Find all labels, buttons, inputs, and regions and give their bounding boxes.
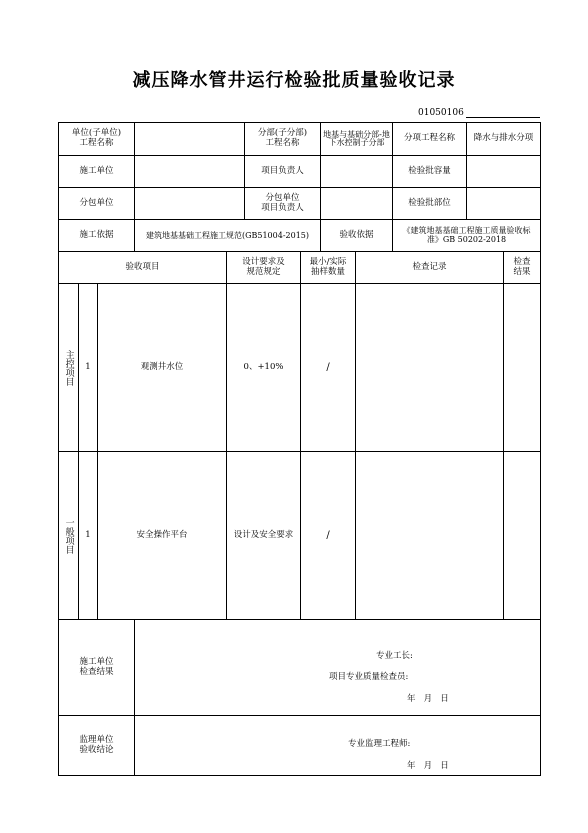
item-name-label: 分项工程名称 xyxy=(403,133,455,144)
unit-name-value[interactable] xyxy=(135,123,244,155)
construction-check-label: 施工单位 检查结果 xyxy=(79,656,114,677)
inspection-item: 安全操作平台 xyxy=(136,529,188,540)
unit-name-label: 单位(子单位) 工程名称 xyxy=(71,128,122,148)
form-code: 01050106 xyxy=(418,108,464,118)
constructor-label: 施工单位 xyxy=(79,165,114,176)
acceptance-basis-value: 《建筑地基基础工程施工质量验收标准》GB 50202-2018 xyxy=(402,225,531,244)
inspection-result[interactable] xyxy=(504,452,540,619)
project-manager-value[interactable] xyxy=(321,156,392,187)
row-number: 1 xyxy=(85,361,91,372)
sub-pm-value[interactable] xyxy=(321,188,392,219)
basis-label: 施工依据 xyxy=(79,229,114,240)
design-requirement: 设计及安全要求 xyxy=(233,529,294,540)
subdivision-label: 分部(子分部) 工程名称 xyxy=(257,128,308,148)
capacity-value[interactable] xyxy=(467,156,540,187)
group-main-control: 主控项目 xyxy=(63,349,74,386)
inspection-record[interactable] xyxy=(356,452,503,619)
subdivision-value[interactable]: 地基与基础分部-地下水控制子分部 xyxy=(323,129,390,147)
subcontractor-value[interactable] xyxy=(135,188,244,219)
supervision-engineer-signature[interactable]: 专业监理工程师: xyxy=(348,739,411,749)
col-header-item: 验收项目 xyxy=(125,261,160,272)
sub-pm-label: 分包单位 项目负责人 xyxy=(261,192,304,213)
inspection-item: 观测井水位 xyxy=(140,361,184,372)
grid-line xyxy=(134,619,135,775)
foreman-signature[interactable]: 专业工长: xyxy=(376,651,413,661)
location-value[interactable] xyxy=(467,188,540,219)
acceptance-basis-label: 验收依据 xyxy=(339,229,374,240)
item-name-value[interactable]: 降水与排水分项 xyxy=(473,133,534,144)
inspection-result[interactable] xyxy=(504,284,540,451)
basis-value: 建筑地基基础工程施工规范(GB51004-2015) xyxy=(145,230,310,240)
quality-inspector-signature[interactable]: 项目专业质量检查员: xyxy=(329,672,409,682)
construction-date[interactable]: 年 月 日 xyxy=(407,694,449,704)
form-code-underline xyxy=(466,117,540,118)
design-requirement: 0、+10% xyxy=(243,361,284,372)
group-general: 一般项目 xyxy=(63,517,74,554)
table-border-bottom xyxy=(58,775,541,776)
col-header-record: 检查记录 xyxy=(412,261,447,272)
supervision-date[interactable]: 年 月 日 xyxy=(407,761,449,771)
inspection-record[interactable] xyxy=(356,284,503,451)
row-number: 1 xyxy=(85,529,91,540)
col-header-result: 检查 结果 xyxy=(513,256,531,277)
supervision-check-label: 监理单位 验收结论 xyxy=(79,734,114,755)
col-header-design: 设计要求及 规范规定 xyxy=(242,256,285,277)
location-label: 检验批部位 xyxy=(408,197,451,208)
sample-quantity: / xyxy=(326,361,330,373)
sample-quantity: / xyxy=(326,529,330,541)
subcontractor-label: 分包单位 xyxy=(79,197,114,208)
capacity-label: 检验批容量 xyxy=(408,165,451,176)
project-manager-label: 项目负责人 xyxy=(261,165,304,176)
col-header-sample: 最小/实际 抽样数量 xyxy=(309,256,347,277)
constructor-value[interactable] xyxy=(135,156,244,187)
form-title: 减压降水管井运行检验批质量验收记录 xyxy=(132,70,456,91)
